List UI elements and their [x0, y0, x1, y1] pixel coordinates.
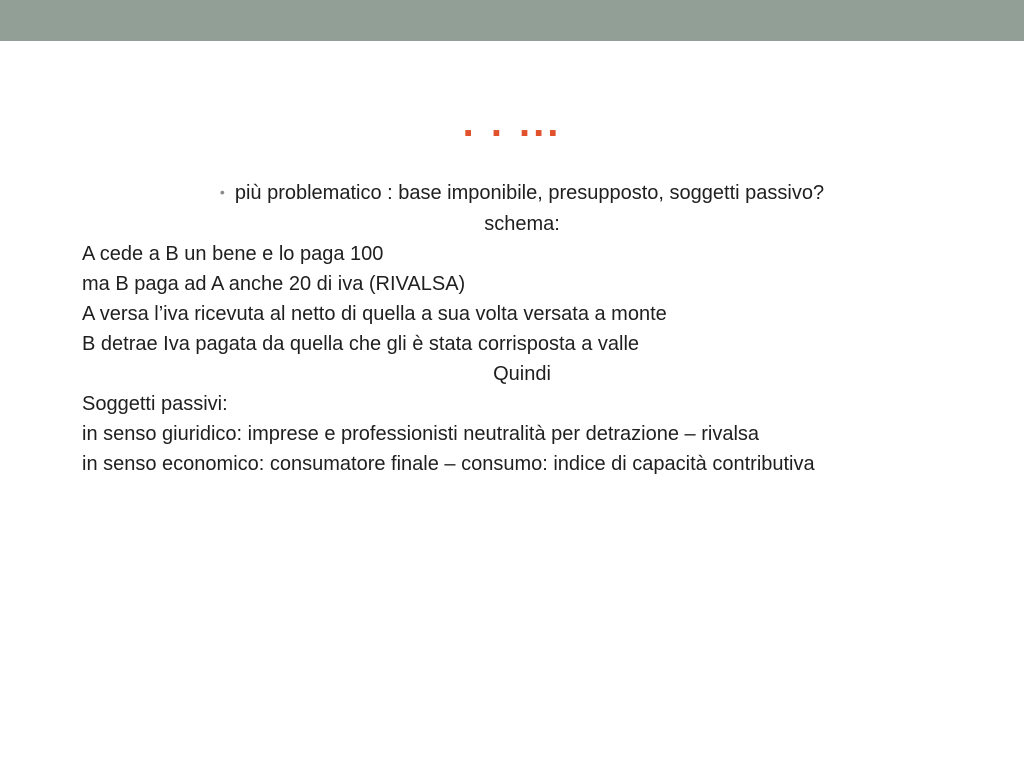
- bullet-item: [82, 181, 962, 206]
- quindi-label: Quindi: [493, 363, 551, 385]
- text-line-7: in senso economico: consumatore finale – consumo: indice di capacità contributiva: [82, 453, 815, 475]
- text-line-1: A cede a B un bene e lo paga 100: [82, 243, 384, 265]
- slide-title: . . ...: [462, 101, 562, 145]
- top-band: [0, 0, 1024, 41]
- text-line-6: in senso giuridico: imprese e professionisti neutralità per detrazione – rivalsa: [82, 423, 760, 445]
- text-line-4: B detrae Iva pagata da quella che gli è stata corrisposta a valle: [82, 333, 640, 355]
- bullet-text: più problematico : base imponibile, presupposto, soggetti passivo?: [234, 182, 825, 204]
- text-line-3: A versa l’iva ricevuta al netto di quella a sua volta versata a monte: [82, 303, 667, 325]
- schema-label: schema:: [484, 213, 560, 235]
- text-line-2: ma B paga ad A anche 20 di iva (RIVALSA): [82, 273, 466, 295]
- text-line-5: Soggetti passivi:: [82, 393, 228, 415]
- bullet-icon: •: [219, 184, 225, 200]
- slide-body: [82, 181, 962, 476]
